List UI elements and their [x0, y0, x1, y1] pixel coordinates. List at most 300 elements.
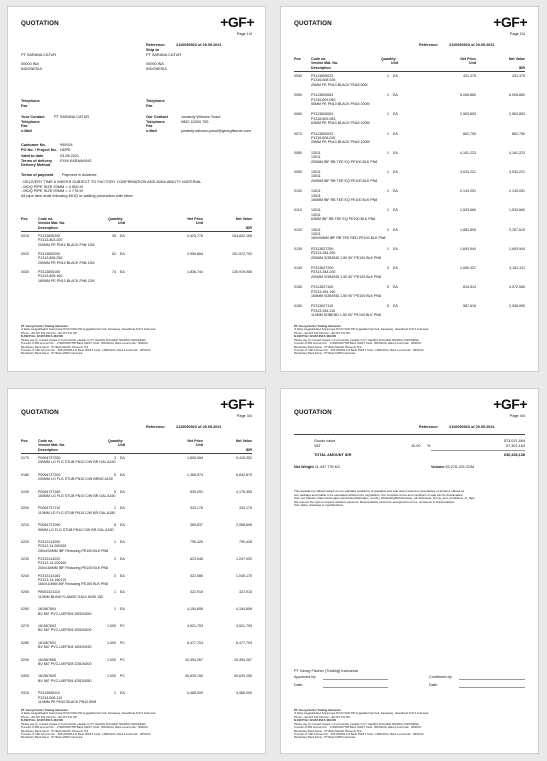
item-quantity: 1 [387, 74, 389, 78]
item-description: 13011 13011 160MM IBF RB TEE EQ PE100 BLK PN8 [311, 189, 378, 202]
item-net-price: 790,426 [190, 540, 203, 544]
vat-label: VAT [314, 444, 321, 448]
item-net-price: 431,375 [463, 74, 476, 78]
item-unit: EA [120, 234, 125, 238]
our-contact-values: Junaedy Wibowo Yusuf 0852 42000 755 junaedy.wibowo-yusuf@georgfischer.com [181, 115, 251, 133]
gf-logo: +GF+ [220, 14, 254, 30]
item-net-price: 40,639,150 [185, 674, 203, 679]
item-description: P2313627250 P2313.284.250 250MM SOBEND 1.50 90" PE100 BLK PN8 [311, 246, 381, 260]
gf-logo: +GF+ [220, 396, 254, 412]
item-net-value: 4,161,223 [509, 150, 525, 155]
footer-line: Transfer of IDR Account No. : 1708/0/0607785 Bank SWIFT Code : BNINIDJA, Bank Local Code : 0090017 [21, 342, 149, 346]
item-net-value: 4,175,455 [236, 489, 252, 494]
item-description: P3113605023 P1316.608.026 25MM PE PN10 BLACK PN16 50M [311, 74, 368, 87]
goods-value: 573,021,694 [503, 439, 525, 443]
col-header-unit: Unit [118, 221, 125, 226]
footer-line: PT. Georg Fischer Trading Indonesia [294, 709, 341, 712]
col-header-net-price: Net Price Unit [460, 57, 476, 66]
item-unit: EA [393, 266, 398, 270]
col-header-net-price: Net Price Unit [187, 217, 203, 226]
item-net-price: 2,143,051 [460, 189, 476, 194]
item-pos: 0220 [21, 540, 29, 544]
item-description: 161567609 BV 567 PVC-U/EPDM 425DN350 [38, 674, 92, 683]
footer-line: Phone: +62 267 432 044 Fax: +62 267 431 667 [294, 331, 351, 335]
item-net-price: 10,494,267 [185, 657, 203, 662]
item-net-value: 322,915 [239, 590, 252, 595]
footer-line: N.P.W.P No: 02.967.653.5-433.000 [294, 718, 337, 722]
item-pos: 0180 [21, 472, 29, 477]
item-net-value: 154,832,165 [232, 234, 252, 238]
item-unit: EA [393, 227, 398, 232]
item-unit: EA [120, 573, 125, 578]
item-description: P0054737250 250MM LG FLG STUB PN10 C/W BR GAL A150 [38, 456, 116, 465]
col-header-pos: Pos [294, 57, 301, 61]
item-description: 13011 13011 160x90MM IBF RB TEE RED PE100 BLK PN8 [311, 227, 386, 241]
item-quantity: 35 [112, 234, 116, 238]
item-net-price: 835,091 [190, 489, 203, 494]
vat-rate: 10.00 [411, 444, 421, 448]
item-net-price: 4,423,776 [187, 234, 203, 238]
footer-line: Transfer of USD Account No. : 005-200084-111 Bank SWIFT Code : HSBCIDJA, Bank Local Code : 0870010 [21, 733, 151, 737]
footer-line: Beneficiary Bank Name : PT Bank Mandiri (Persero) Tbk [21, 729, 89, 733]
footer-line: Transfer of IDR Account No. : 1708/0/0607785 Bank SWIFT Code : BNINIDJA, Bank Local Code : 0090017 [294, 726, 422, 730]
col-header-net-price: Net Price Unit [187, 439, 203, 448]
col-header-net-value: Net Value [235, 439, 252, 443]
item-quantity: 2 [114, 556, 116, 561]
telephone-label-right: Telephone [146, 99, 165, 103]
payment-terms-value: Payment in Advance [62, 173, 97, 177]
item-net-price: 1,805,084 [187, 456, 203, 460]
item-pos: 0060 [294, 112, 302, 117]
item-unit: EA [393, 112, 398, 117]
item-unit: EA [120, 523, 125, 528]
item-pos: 0130 [294, 246, 302, 251]
item-quantity: 1.000 [107, 624, 116, 628]
footer-line: Jl Daisy Anggadibakeri Sukamulya Rt.01/II RW 006 Anggadita Kiari Kab. Karawang, Jawa Barat 41371 Indonesia [21, 328, 156, 332]
footer-line: Transfer of USD Account No. : 005-200084-111 Bank SWIFT Code : HSBCIDJA, Bank Local Code : 0870010 [21, 349, 151, 353]
fax-label-right: Fax [146, 104, 153, 108]
reference-value: 2110050923 of 20.09.2021 [449, 43, 495, 47]
ship-to-address: PT SARANA CATUR 00000 INA INDONESIA [146, 53, 182, 71]
footer-line: Jl Daisy Anggadibakeri Sukamulya Rt.01/II RW 006 Anggadita Kiari Kab. Karawang, Jawa Barat 41371 Indonesia [294, 712, 429, 716]
item-pos: 0290 [21, 657, 29, 662]
item-net-value: 431,375 [512, 74, 525, 78]
item-quantity: 2 [114, 573, 116, 578]
document-title: QUOTATION [21, 409, 59, 416]
col-header-code: Code no. Vendor Mat. No. Description [38, 217, 66, 230]
item-pos: 0090 [294, 170, 302, 174]
sold-to-address: PT SARANA CATUR 00000 INA INDONESIA [21, 53, 57, 71]
item-quantity: 1 [387, 170, 389, 174]
item-net-value: 4,072,565 [509, 285, 525, 290]
confirmed-date-label: Date: [429, 683, 439, 687]
item-pos: 0300 [21, 674, 29, 679]
col-header-pos: Pos [21, 217, 28, 221]
item-quantity: 1 [387, 246, 389, 251]
item-net-value: 1,693,944 [509, 246, 525, 251]
reference-label: Reference: [146, 425, 166, 429]
item-pos: 0210 [21, 523, 29, 528]
col-header-net-value: Net Value [508, 57, 525, 61]
item-description: 13011 13011 63MM IBF RB TEE EQ PE100 BLK PN8 [311, 208, 376, 222]
header-rule [294, 434, 525, 435]
item-description: P3113805200 P1313.803.200 200MM PE PN10 BLACK PN6 12M [38, 234, 95, 247]
item-net-price: 1,883,805 [460, 227, 476, 232]
footer-line: Please pay by crossed cheque or fund transfer payable to PT. GEORG FISCHER TRADING INDONESIA [21, 723, 146, 727]
item-quantity: 5 [114, 472, 116, 477]
item-unit: EA [120, 607, 125, 612]
item-net-price: 3,034,221 [460, 170, 476, 174]
table-header-rule [21, 231, 252, 232]
item-net-price: 6,008,860 [460, 93, 476, 98]
item-description: 161567603 BV 567 PVC-U/EPDM 200DN200 [38, 624, 92, 633]
item-net-price: 1,533,660 [460, 208, 476, 213]
item-unit: EA [120, 540, 125, 544]
ship-to-label: Ship-to [146, 48, 160, 52]
item-pos: 0260 [21, 607, 29, 612]
confirmed-signature-line [459, 679, 525, 680]
item-quantity: 1 [114, 506, 116, 511]
item-description: P3113605063 P1316.609.063 63MM PE PN10 BLACK PN16 100M [311, 112, 370, 126]
item-description: P0054737200 200MM LG FLG STUB PN10 C/W BRNG A150 [38, 472, 113, 482]
item-description: P2313114250 P2313.14.250250 250x200MM IBF Reducing PE100 BLK PN8 [38, 540, 109, 553]
item-quantity: 1 [387, 131, 389, 136]
item-quantity: 2 [387, 227, 389, 232]
footer-line: Transfer of IDR Account No. : 1708/0/0607785 Bank SWIFT Code : BNINIDJA, Bank Local Code : 0090017 [21, 726, 149, 730]
item-description: P3113605063 P1316.609.050 50MM PE PN10 BLACK PN16 100M [311, 93, 370, 106]
item-unit: PC [120, 640, 125, 645]
approved-by-label: Approved by: [294, 675, 317, 679]
item-net-value: 5,415,252 [236, 456, 252, 460]
item-unit: PC [120, 624, 125, 628]
item-unit: EA [393, 189, 398, 194]
footer-line: N.P.W.P No: 02.967.653.5-433.000 [21, 334, 64, 338]
item-description: 13011 13011 200MM IBF RB TEE EQ PE100 BLK PN8 [311, 170, 378, 183]
reference-label: Reference: [419, 43, 439, 47]
item-net-price: 4,154,606 [187, 607, 203, 612]
table-header-rule [294, 71, 525, 72]
approved-signature-line [323, 679, 388, 680]
item-unit: EA [120, 590, 125, 595]
footer-line: Phone: +62 267 432 044 Fax: +62 267 431 667 [21, 331, 78, 335]
our-contact-labels: Our Contact Telephone Fax e-Mail [146, 115, 168, 133]
col-header-pos: Pos [21, 439, 28, 443]
item-unit: EA [120, 556, 125, 561]
item-description: P2313627200 P2313.284.200 200MM SOBEND 1.50 90" PE100 BLK PN8 [311, 266, 381, 279]
total-amount-label: TOTAL AMOUNT IDR [314, 453, 352, 457]
item-net-value: 6,477,704 [236, 640, 252, 645]
item-pos: 0250 [21, 590, 29, 595]
delivery-notes: - DELIVERY TIME 6 WEEKS SUBJECT TO FACTORY CONFIRMATION AND AVAILABILITY MATERIAL - MOQ PIPE SIZE 20MM = 4.500 M - MOQ PIPE SIZE 90MM = 2.778 M All pipe item shall following MOQ or waiting production with other [21, 179, 202, 198]
footer-line: Beneficiary Bank Name : PT Bank HSBC Indonesia [294, 352, 356, 356]
col-header-quantity: Quantity [108, 439, 123, 443]
item-net-value: 2,143,051 [509, 189, 525, 194]
item-description: 161567605 BV 567 PVC-U/EPDM 225DN200 [38, 657, 92, 666]
item-pos: 0170 [21, 456, 29, 460]
item-quantity: 5 [387, 304, 389, 309]
confirmed-by-label: Confirmed by: [429, 675, 453, 679]
item-quantity: 1 [114, 607, 116, 612]
item-net-value: 4,521,793 [236, 624, 252, 628]
item-quantity: 1 [114, 590, 116, 595]
item-pos: 0080 [294, 150, 302, 155]
item-unit: EA [120, 472, 125, 477]
item-net-price: 862,750 [463, 131, 476, 136]
item-quantity: 3 [114, 456, 116, 460]
col-header-net-value: Net Value [235, 217, 252, 221]
footer-line: N.P.W.P No: 02.967.653.5-433.000 [21, 718, 64, 722]
item-unit: EA [120, 489, 125, 494]
approved-date-line [323, 687, 388, 688]
page-number: Page 3/4 [236, 414, 252, 418]
col-header-unit: Unit [118, 443, 125, 448]
item-net-value: 1,533,660 [509, 208, 525, 213]
item-pos: 0050 [294, 93, 302, 98]
approved-date-label: Date: [294, 683, 304, 687]
footer-line: Transfer of USD Account No. : 005-200084-111 Bank SWIFT Code : HSBCIDJA, Bank Local Code : 0870010 [294, 733, 424, 737]
total-amount-value: 630,328,138 [503, 453, 525, 457]
item-pos: 0140 [294, 266, 302, 270]
item-unit: EA [120, 252, 125, 256]
item-unit: EA [393, 208, 398, 213]
item-quantity: 74 [112, 270, 116, 274]
item-description: 13011 13011 250MM IBF RB TEE EQ PE100 BLK PN8 [311, 150, 378, 164]
item-net-value: 1,247,092 [236, 556, 252, 561]
item-pos: 0240 [21, 573, 29, 578]
item-net-price: 1,693,944 [460, 246, 476, 251]
item-description: P2313114163 P2313.14.160110 160x110MM IBF Reducing PE100 BLK PN8 [38, 573, 108, 587]
quotation-page-4 [280, 388, 539, 754]
gf-logo: +GF+ [493, 396, 527, 412]
item-quantity: 1.000 [107, 674, 116, 679]
your-contact-labels: Your Contact Telephone Fax e-Mail [21, 115, 45, 133]
item-quantity: 52 [112, 252, 116, 256]
item-pos: 0150 [294, 285, 302, 290]
table-header-rule [21, 453, 252, 454]
item-unit: PC [120, 657, 125, 662]
item-quantity: 1 [114, 540, 116, 544]
item-net-price: 6,477,704 [187, 640, 203, 645]
reference-label: Reference: [419, 425, 439, 429]
quotation-page-1 [7, 6, 266, 372]
item-net-price: 1,060,437 [460, 266, 476, 270]
customer-info-values: 990924 HDPE 03.08.2021 EXW KARAWANG [60, 143, 92, 163]
confirmed-date-line [459, 687, 525, 688]
company-footer [21, 325, 252, 356]
item-net-price: 587,616 [463, 304, 476, 309]
quotation-page-3 [7, 388, 266, 754]
payment-terms-label: Terms of payment [21, 173, 54, 177]
footer-line: Phone: +62 267 432 044 Fax: +62 267 431 667 [21, 715, 78, 719]
vat-percent: % [427, 444, 431, 448]
item-net-value: 3,767,610 [509, 227, 525, 232]
item-quantity: 1 [387, 208, 389, 213]
item-pos: 0310 [21, 691, 29, 696]
item-description: P0054737090 90MM LG FLG STUB PN10 C/W BR GAL A150 [38, 523, 114, 532]
item-quantity: 1 [387, 112, 389, 117]
item-description: P3113805160 P1313.805.160 160MM PE PN10 BLACK PN6 12M [38, 270, 95, 283]
item-unit: EA [393, 93, 398, 98]
item-quantity: 1.000 [107, 657, 116, 662]
item-unit: EA [120, 270, 125, 274]
footer-line: Beneficiary Bank Name : PT Bank Mandiri (Persero) Tbk [294, 345, 362, 349]
item-net-value: 4,154,606 [236, 607, 252, 612]
footer-line: Beneficiary Bank Name : PT Bank HSBC Indonesia [294, 736, 356, 740]
item-pos: 0230 [21, 556, 29, 561]
item-pos: 0010 [21, 234, 29, 238]
item-net-value: 862,750 [512, 131, 525, 136]
item-unit: PC [120, 674, 125, 679]
item-quantity: 3 [387, 266, 389, 270]
item-net-price: 2,959,884 [187, 252, 203, 256]
footer-line: Beneficiary Bank Name : PT Bank HSBC Indonesia [21, 736, 83, 740]
telephone-label: Telephone [21, 99, 40, 103]
reference-value: 2110050923 of 20.09.2021 [176, 43, 222, 47]
item-net-value: 135,919,056 [232, 270, 252, 274]
company-footer [21, 709, 252, 740]
item-net-price: 4,466,000 [187, 691, 203, 696]
item-unit: EA [393, 246, 398, 251]
item-description: P3113605023 P1316.608.026 25MM PE PN10 BLACK PN16 100M [311, 131, 370, 145]
footer-line: N.P.W.P No: 02.967.653.5-433.000 [294, 334, 337, 338]
item-description: P2313114220 P2313.14.200160 200x160MM IBF Reducing PE100 BLK PN8 [38, 556, 109, 570]
fax-label: Fax [21, 104, 28, 108]
footer-line: Please pay by crossed cheque or fund transfer payable to PT. GEORG FISCHER TRADING INDONESIA [294, 339, 419, 343]
item-pos: 0280 [21, 640, 29, 645]
footer-line: PT. Georg Fischer Trading Indonesia [21, 325, 68, 328]
col-header-currency: IDR [245, 225, 252, 230]
goods-value-label: Goods value [314, 439, 336, 443]
item-quantity: 8 [114, 523, 116, 528]
item-quantity: 1 [387, 93, 389, 98]
item-net-value: 3,181,311 [509, 266, 525, 270]
item-net-value: 40,639,150 [234, 674, 252, 679]
item-net-value: 2,958,696 [236, 523, 252, 528]
item-net-price: 522,585 [190, 573, 203, 578]
item-quantity: 1 [387, 189, 389, 194]
item-description: P8051421110 110MM BLIND FLANGE GALV ANSI 150 [38, 590, 104, 599]
item-pos: 0200 [21, 506, 29, 511]
item-net-price: 343,176 [190, 506, 203, 511]
item-description: P3113805250 P1313.805.250 250MM PE PN10 BLACK PN6 12M [38, 252, 95, 265]
item-pos: 0100 [294, 189, 302, 194]
page-number: Page 2/4 [509, 32, 525, 36]
col-header-code: Code no. Vendor Mat. No. Description [311, 57, 339, 70]
item-net-value: 1,045,170 [236, 573, 252, 578]
document-title: QUOTATION [294, 409, 332, 416]
gf-logo: +GF+ [493, 14, 527, 30]
item-net-price: 369,837 [190, 523, 203, 528]
item-description: P0054737110 110MM LG FLG STUB PN10 C/W BR GAL A150 [38, 506, 116, 515]
item-unit: EA [393, 304, 398, 309]
item-net-price: 4,521,793 [187, 624, 203, 628]
col-header-currency: IDR [245, 447, 252, 452]
company-name: PT Georg Fischer (Trading) Indonesia [294, 669, 358, 673]
item-net-price: 814,513 [463, 285, 476, 290]
vat-value: 57,302,164 [505, 444, 525, 448]
item-net-value: 3,034,221 [509, 170, 525, 174]
your-contact-values: PT SARANA CATUR [54, 115, 90, 119]
item-quantity: 1 [387, 150, 389, 155]
item-net-value: 10,494,267 [234, 657, 252, 662]
item-pos: 0020 [21, 252, 29, 256]
item-net-value: 4,466,000 [236, 691, 252, 696]
footer-line: Transfer of IDR Account No. : 1708/0/0607785 Bank SWIFT Code : BNINIDJA, Bank Local Code : 0090017 [294, 342, 422, 346]
item-net-price: 1,836,744 [187, 270, 203, 274]
item-unit: EA [120, 456, 125, 460]
customer-info-labels: Customer No. PO No. / Project No. Valid to date Terms of delivery Delivery Method [21, 143, 57, 168]
item-net-price: 322,915 [190, 590, 203, 595]
item-unit: EA [120, 506, 125, 511]
col-header-currency: IDR [518, 65, 525, 70]
terms-paragraph: This quotation is offered subject to our standard conditions of quotation and sale and is based on acceptance of all items offered as one package and unable to be separated without prior negotiation. Our complete terms and conditions of sale can be downloaded from our website: https://www.gfps.com/content/dam/gfps_country_ID/landing/ID/Indonesia_GF-Indonesia_Terms_and_Conditions_of_Sale We reserve the right to request advance payment. Responsibility cannot be accepted for errors, omissions in interpretations from plans, drawings or specifications. [294, 489, 475, 508]
item-pos: 0110 [294, 208, 302, 213]
footer-line: Please pay by crossed cheque or fund transfer payable to PT. GEORG FISCHER TRADING INDONESIA [294, 723, 419, 727]
item-description: 161567602 BV 567 PVC-U/EPDM 160DN150 [38, 640, 92, 650]
item-description: 161567604 BV 567 PVC-U/EPDM 250DN250 [38, 607, 92, 616]
col-header-code: Code no. Vendor Mat. No. Description [38, 439, 66, 452]
footer-line: PT. Georg Fischer Trading Indonesia [21, 709, 68, 712]
footer-line: Transfer of USD Account No. : 005-200084-111 Bank SWIFT Code : HSBCIDJA, Bank Local Code : 0870010 [294, 349, 424, 353]
footer-line: Beneficiary Bank Name : PT Bank HSBC Indonesia [21, 352, 83, 356]
item-unit: EA [393, 74, 398, 78]
reference-value: 2110050923 of 20.09.2021 [176, 425, 222, 429]
item-pos: 0070 [294, 131, 302, 136]
item-unit: EA [393, 285, 398, 290]
reference-label: Reference: [146, 43, 166, 47]
col-header-quantity: Quantity [108, 217, 123, 221]
item-pos: 0040 [294, 74, 302, 78]
item-net-value: 343,176 [239, 506, 252, 511]
page-number: Page 1/4 [236, 32, 252, 36]
item-net-price: 2,963,803 [460, 112, 476, 117]
col-header-quantity: Quantity [381, 57, 396, 61]
item-pos: 0190 [21, 489, 29, 494]
item-quantity: 1 [114, 691, 116, 696]
item-quantity: 1.000 [107, 640, 116, 645]
document-title: QUOTATION [21, 20, 59, 27]
company-footer [294, 709, 525, 740]
item-net-value: 2,938,080 [509, 304, 525, 309]
company-footer [294, 325, 525, 356]
footer-line: Jl Daisy Anggadibakeri Sukamulya Rt.01/II RW 006 Anggadita Kiari Kab. Karawang, Jawa Barat 41371 Indonesia [294, 328, 429, 332]
item-description: P2313627110 P2313.284.110 110MM SOBEND 1.50 90" PE100 BLK PN8 [311, 304, 381, 318]
page-number: Page 4/4 [509, 414, 525, 418]
item-net-value: 6,842,870 [236, 472, 252, 477]
footer-line: PT. Georg Fischer Trading Indonesia [294, 325, 341, 328]
footer-line: Beneficiary Bank Name : PT Bank Mandiri (Persero) Tbk [21, 345, 89, 349]
item-unit: EA [393, 131, 398, 136]
item-unit: EA [393, 150, 398, 155]
item-description: P0054737160 160MM LG FLG STUB PN10 C/W BR GAL A150 [38, 489, 116, 498]
footer-line: Jl Daisy Anggadibakeri Sukamulya Rt.01/II RW 006 Anggadita Kiari Kab. Karawang, Jawa Barat 41371 Indonesia [21, 712, 156, 716]
footer-line: Please pay by crossed cheque or fund transfer payable to PT. GEORG FISCHER TRADING INDONESIA [21, 339, 146, 343]
document-title: QUOTATION [294, 20, 332, 27]
item-net-value: 790,426 [239, 540, 252, 544]
quotation-page-2 [280, 6, 539, 372]
net-weight: Net Weight 11,447.776 KG [294, 465, 341, 469]
col-header-unit: Unit [391, 61, 398, 66]
item-net-price: 1,368,574 [187, 472, 203, 477]
subtotal-rule [431, 450, 525, 451]
reference-value: 2110050923 of 20.09.2021 [449, 425, 495, 429]
item-net-price: 623,546 [190, 556, 203, 561]
footer-line: Phone: +62 267 432 044 Fax: +62 267 431 667 [294, 715, 351, 719]
item-unit: EA [393, 170, 398, 174]
item-net-value: 2,963,803 [509, 112, 525, 117]
item-net-value: 151,572,792 [232, 252, 252, 256]
item-pos: 0160 [294, 304, 302, 309]
